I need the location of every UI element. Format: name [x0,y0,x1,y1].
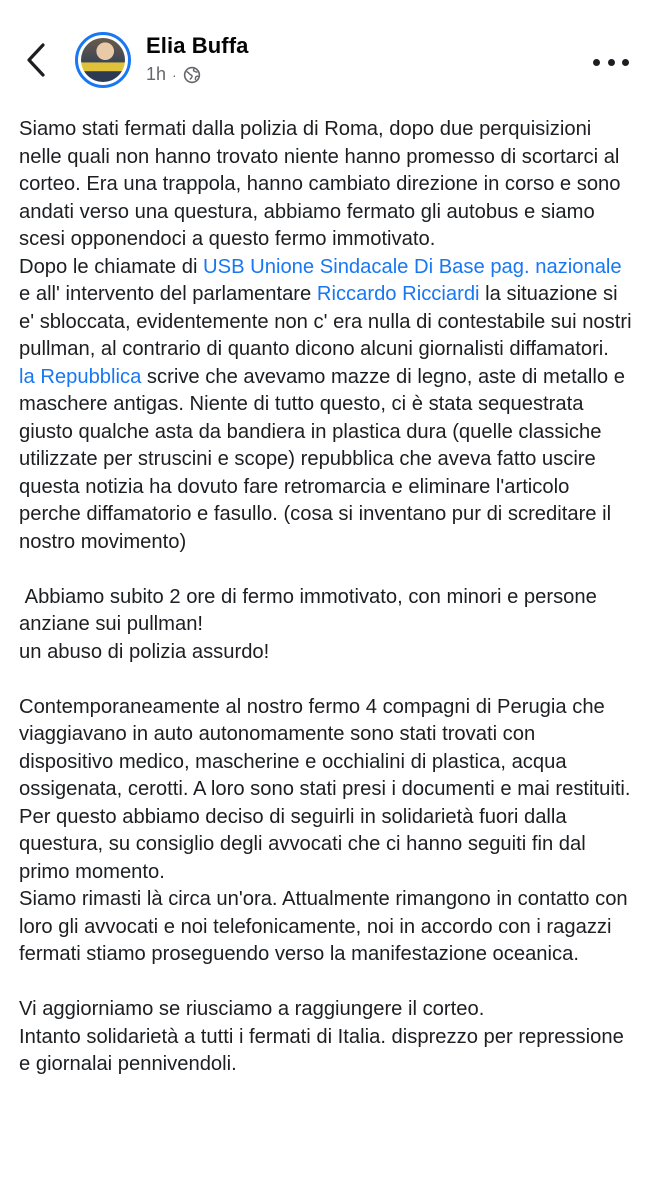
meta-separator: · [172,66,177,83]
mention-link-usb[interactable]: USB Unione Sindacale Di Base pag. nazionale [203,255,622,278]
avatar[interactable] [75,32,131,88]
post-paragraph: Dopo le chiamate di USB Unione Sindacale Di Base pag. nazionale e all' intervento del parlamentare Riccardo Ricciardi la situazione si e' sbloccata, evidentemente non c' era nulla di contestabile sui nostri pullman, al contrario di quanto dicono alcuni giornalisti diffamatori. [19,255,632,360]
post-paragraph: Intanto solidarietà a tutti i fermati di Italia. disprezzo per repressione e giornalai pennivendoli. [19,1025,624,1075]
post-paragraph: Contemporaneamente al nostro fermo 4 compagni di Perugia che viaggiavano in auto autonomamente sono stati trovati con dispositivo medico, mascherine e occhialini di plastica, acqua ossigenata, cerotti. A loro sono stati presi i documenti e mai restituiti. Per questo abbiamo deciso di seguirli in solidarietà fuori dalla questura, su consiglio degli avvocati che ci hanno seguiti fin dal primo momento. [19,695,631,883]
avatar-image [81,38,125,82]
post-paragraph: un abuso di polizia assurdo! [19,640,270,663]
more-options-button[interactable] [593,52,629,72]
post-body [19,116,635,1079]
post-header [0,0,649,100]
post-paragraph: Siamo stati fermati dalla polizia di Roma, dopo due perquisizioni nelle quali non hanno trovato niente hanno promesso di scortarci al corteo. Era una trappola, hanno cambiato direzione in corso e sono andati verso una questura, abbiamo fermato gli autobus e siamo scesi opponendoci a questo fermo immotivato. [19,118,621,250]
mention-link-riccardo-ricciardi[interactable]: Riccardo Ricciardi [316,283,480,305]
back-button[interactable] [20,40,52,80]
more-horizontal-icon [593,59,600,66]
globe-icon [183,66,201,84]
post-meta [146,64,201,85]
post-paragraph: Vi aggiorniamo se riusciamo a raggiungere il corteo. [19,998,485,1020]
chevron-left-icon [26,43,46,77]
post-time[interactable]: 1h [146,64,167,84]
post-paragraph: Abbiamo subito 2 ore di fermo immotivato, con minori e persone anziane sui pullman! [19,585,603,635]
author-name[interactable]: Elia Buffa [146,33,249,58]
post-paragraph: la Repubblica scrive che avevamo mazze di legno, aste di metallo e maschere antigas. Niente di tutto questo, ci è stata sequestrata giusto qualche asta da bandiera in plastica dura (quelle classiche utilizzate per struscini e scope) repubblica che aveva fatto uscire questa notizia ha dovuto fare retromarcia e eliminare l'articolo perche diffamatorio e fasullo. (cosa si inventano pur di screditare il nostro movimento) [19,365,625,553]
post-paragraph: Siamo rimasti là circa un'ora. Attualmente rimangono in contatto con loro gli avvocati e noi telefonicamente, noi in accordo con i ragazzi fermati stiamo proseguendo verso la manifestazione oceanica. [19,888,628,965]
mention-link-la-repubblica[interactable]: la Repubblica [19,365,142,388]
